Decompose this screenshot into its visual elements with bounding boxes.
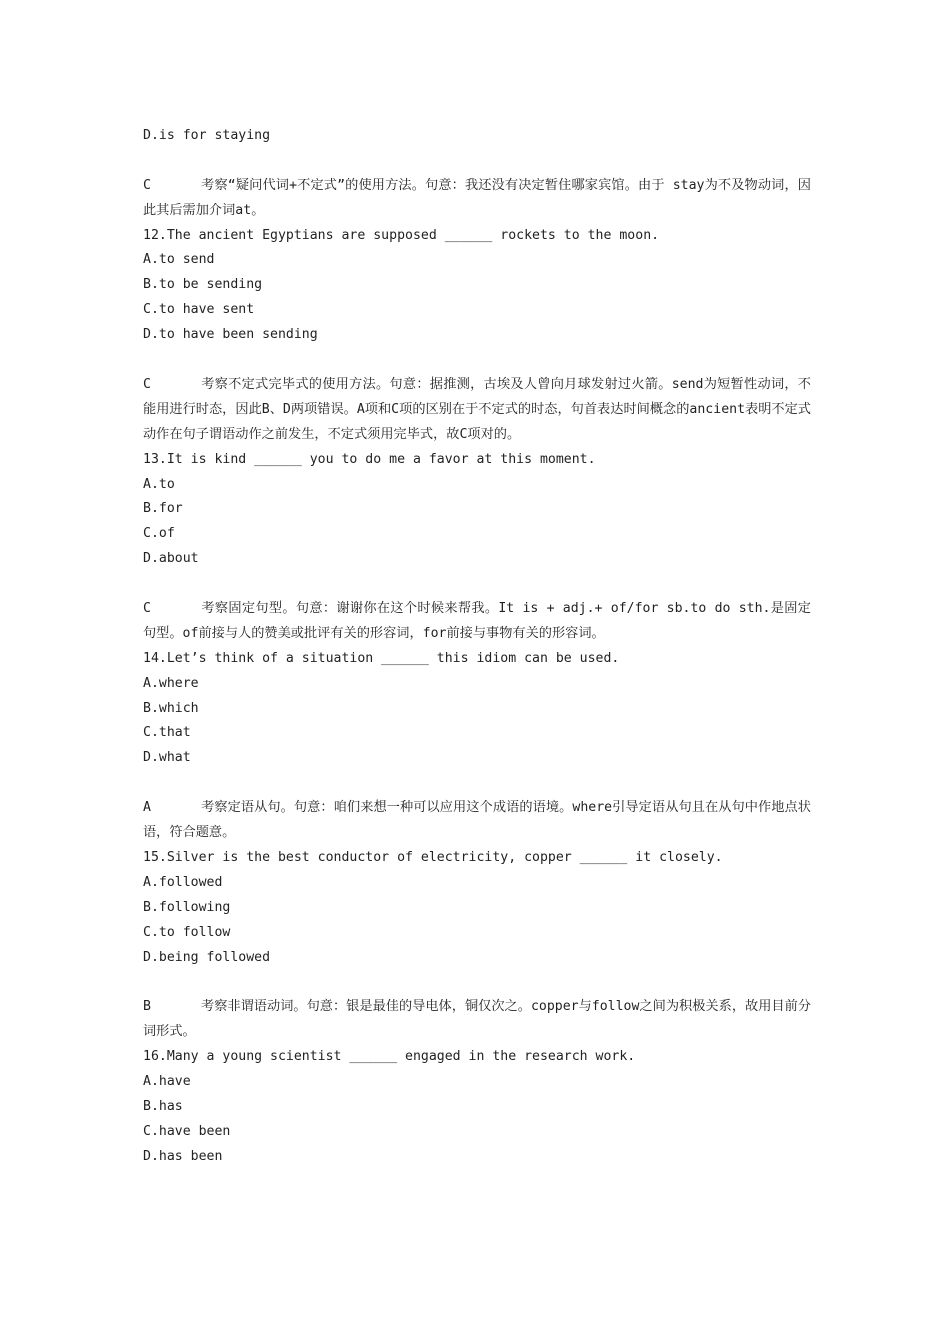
answer-option: B.has [143, 1098, 183, 1114]
blank-line [143, 771, 811, 796]
answer-letter: C [143, 177, 151, 193]
answer-option: C.have been [143, 1123, 231, 1139]
document-page [143, 124, 811, 1170]
answer-option: C.to have sent [143, 302, 255, 318]
answer-explanation [143, 796, 811, 846]
answer-option: D.what [143, 750, 191, 766]
answer-option: C.to follow [143, 924, 231, 940]
answer-letter: A [143, 800, 151, 816]
answer-option: B.following [143, 899, 231, 915]
answer-option: B.for [143, 501, 183, 517]
explanation-text: 考察“疑问代词+不定式”的使用方法。句意：我还没有决定暂住哪家宾馆。由于 stay为不及物动词，因此其后需加介词at。 [143, 177, 811, 218]
answer-option: A.have [143, 1074, 191, 1090]
answer-explanation [143, 373, 811, 448]
explanation-text: 考察不定式完毕式的使用方法。句意：据推测，古埃及人曾向月球发射过火箭。send为短暂性动词，不能用进行时态，因此B、D两项错误。A项和C项的区别在于不定式的时态，句首表达时间概念的ancient表明不定式动作在句子谓语动作之前发生，不定式须用完毕式，故C项对的。 [143, 376, 811, 442]
answer-option: C.of [143, 526, 175, 542]
explanation-text: 考察定语从句。句意：咱们来想一种可以应用这个成语的语境。where引导定语从句且在从句中作地点状语，符合题意。 [143, 800, 811, 841]
answer-explanation [143, 597, 811, 647]
blank-line [143, 149, 811, 174]
question-stem: 14.Let’s think of a situation ______ this idiom can be used. [143, 650, 620, 666]
explanation-text: 考察固定句型。句意：谢谢你在这个时候来帮我。It is + adj.+ of/for sb.to do sth.是固定句型。of前接与人的赞美或批评有关的形容词，for前接与事物有关的形容词。 [143, 601, 811, 641]
blank-line [143, 348, 811, 373]
answer-option: D.is for staying [143, 128, 271, 143]
answer-option: D.to have been sending [143, 327, 318, 343]
answer-option: A.to send [143, 252, 215, 268]
answer-option: A.where [143, 675, 199, 691]
answer-option: B.which [143, 700, 199, 716]
answer-explanation [143, 995, 811, 1045]
explanation-text: 考察非谓语动词。句意：银是最佳的导电体，铜仅次之。copper与follow之间为积极关系，故用目前分词形式。 [143, 999, 811, 1040]
question-stem: 12.The ancient Egyptians are supposed ______ rockets to the moon. [143, 227, 660, 243]
answer-letter: C [143, 601, 151, 616]
answer-explanation [143, 174, 811, 224]
answer-option: B.to be sending [143, 277, 263, 293]
question-stem: 13.It is kind ______ you to do me a favor at this moment. [143, 451, 596, 467]
answer-option: D.has been [143, 1148, 223, 1164]
question-stem: 16.Many a young scientist ______ engaged in the research work. [143, 1049, 636, 1065]
answer-option: D.about [143, 551, 199, 567]
answer-option: D.being followed [143, 949, 271, 965]
answer-option: C.that [143, 725, 191, 741]
answer-letter: B [143, 999, 151, 1015]
answer-option: A.to [143, 476, 175, 492]
answer-option: A.followed [143, 874, 223, 890]
answer-letter: C [143, 376, 151, 392]
blank-line [143, 970, 811, 995]
blank-line [143, 572, 811, 597]
question-stem: 15.Silver is the best conductor of electricity, copper ______ it closely. [143, 849, 723, 865]
